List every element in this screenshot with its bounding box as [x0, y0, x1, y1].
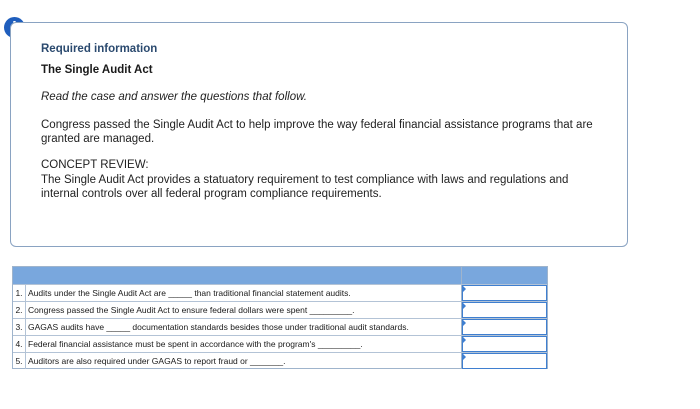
question-row-5: [13, 352, 547, 369]
concept-review-body: The Single Audit Act provides a statuatory requirement to test compliance with laws and regulations and internal controls over all federal program compliance requirements.: [41, 174, 569, 200]
question-text: Audits under the Single Audit Act are _____ than traditional financial statement audits.: [28, 288, 351, 298]
dropdown-marker-icon: [463, 303, 466, 309]
answer-dropdown-2[interactable]: [462, 302, 547, 318]
question-row-4: [13, 335, 547, 352]
question-number: 1.: [13, 285, 26, 301]
case-title: The Single Audit Act: [41, 64, 153, 76]
case-paragraph: Congress passed the Single Audit Act to help improve the way federal financial assistance programs that are granted are managed.: [41, 119, 593, 145]
question-number: 3.: [13, 319, 26, 335]
question-number: 2.: [13, 302, 26, 318]
panel-title: Required information: [41, 43, 158, 55]
question-row-3: [13, 318, 547, 335]
dropdown-marker-icon: [463, 354, 466, 360]
question-text: GAGAS audits have _____ documentation standards besides those under traditional audit standards.: [28, 322, 409, 332]
question-row-1: [13, 284, 547, 301]
dropdown-marker-icon: [463, 337, 466, 343]
answer-dropdown-3[interactable]: [462, 319, 547, 335]
dropdown-marker-icon: [463, 286, 466, 292]
answer-dropdown-1[interactable]: [462, 285, 547, 301]
question-row-2: [13, 301, 547, 318]
required-information-panel: [10, 22, 628, 247]
dropdown-marker-icon: [463, 320, 466, 326]
question-text: Congress passed the Single Audit Act to ensure federal dollars were spent _________.: [28, 305, 355, 315]
instruction-text: Read the case and answer the questions that follow.: [41, 91, 307, 103]
question-text: Federal financial assistance must be spent in accordance with the program's _________.: [28, 339, 363, 349]
answer-dropdown-5[interactable]: [462, 353, 547, 369]
questions-table: [12, 266, 548, 369]
question-number: 4.: [13, 336, 26, 352]
question-text: Auditors are also required under GAGAS to report fraud or _______.: [28, 356, 286, 366]
question-number: 5.: [13, 353, 26, 369]
table-header: [13, 267, 547, 284]
answer-dropdown-4[interactable]: [462, 336, 547, 352]
concept-review-heading: CONCEPT REVIEW:: [41, 159, 149, 171]
